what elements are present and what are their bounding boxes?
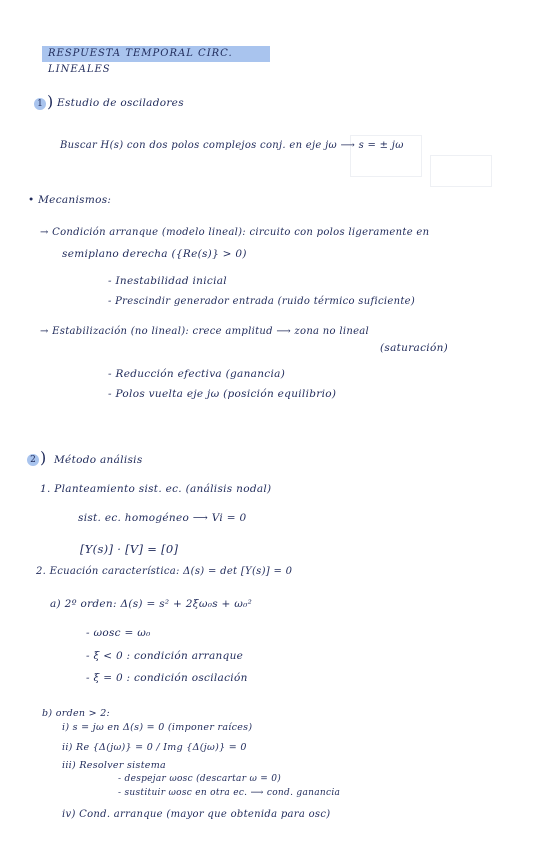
note-line-b-i: i) s = jω en Δ(s) = 0 (imponer raíces) xyxy=(62,722,253,733)
note-line-xi-neg: - ξ < 0 : condición arranque xyxy=(86,650,244,662)
note-line-sustituir: - sustituir ωosc en otra ec. ⟶ cond. ganancia xyxy=(118,788,341,798)
note-line-step1: 1. Planteamiento sist. ec. (análisis nodal) xyxy=(40,483,272,495)
note-line-despejar: - despejar ωosc (descartar ω = 0) xyxy=(118,774,282,784)
section-number-badge: 2 xyxy=(27,454,39,466)
section-number-badge: 1 xyxy=(34,98,46,110)
note-line-xi-zero: - ξ = 0 : condición oscilación xyxy=(86,672,248,684)
section-heading: Estudio de osciladores xyxy=(57,97,184,109)
note-line-b-orden: b) orden > 2: xyxy=(42,708,111,719)
note-line-b-iii: iii) Resolver sistema xyxy=(62,760,166,771)
section-paren: ) xyxy=(47,92,54,111)
note-line-semiplano: semiplano derecha ({Re(s)} > 0) xyxy=(62,248,247,260)
note-line-prescindir: - Prescindir generador entrada (ruido térmico suficiente) xyxy=(108,296,416,307)
note-line-a-orden: a) 2º orden: Δ(s) = s² + 2ξω₀s + ω₀² xyxy=(50,598,253,610)
note-line-inestabilidad: - Inestabilidad inicial xyxy=(108,275,227,287)
note-line-wosc: - ωosc = ω₀ xyxy=(86,627,151,639)
page-title: RESPUESTA TEMPORAL CIRC. LINEALES xyxy=(42,46,270,62)
note-line-reduccion: - Reducción efectiva (ganancia) xyxy=(108,368,286,380)
note-line-b-iv: iv) Cond. arranque (mayor que obtenida para osc) xyxy=(62,809,331,820)
note-line-buscar: Buscar H(s) con dos polos complejos conj. en eje jω ⟶ s = ± jω xyxy=(60,140,404,151)
note-line-b-ii: ii) Re {Δ(jω)} = 0 / Img {Δ(jω)} = 0 xyxy=(62,742,247,753)
note-line-mecanismos: • Mecanismos: xyxy=(28,194,112,206)
section-heading: Método análisis xyxy=(54,454,143,466)
note-line-step2: 2. Ecuación característica: Δ(s) = det [Y(s)] = 0 xyxy=(36,566,293,577)
note-line-matrix: [Y(s)] · [V] = [0] xyxy=(80,542,179,556)
section-paren: ) xyxy=(40,448,47,467)
note-line-homogeneo: sist. ec. homogéneo ⟶ Vi = 0 xyxy=(78,512,247,524)
note-line-estabilizacion: → Estabilización (no lineal): crece amplitud ⟶ zona no lineal xyxy=(40,326,370,337)
note-line-saturacion: (saturación) xyxy=(380,342,449,354)
note-line-cond-arranque: → Condición arranque (modelo lineal): circuito con polos ligeramente en xyxy=(40,227,430,238)
note-line-polos-vuelta: - Polos vuelta eje jω (posición equilibrio) xyxy=(108,388,337,400)
bleed-through-mark xyxy=(430,155,492,187)
